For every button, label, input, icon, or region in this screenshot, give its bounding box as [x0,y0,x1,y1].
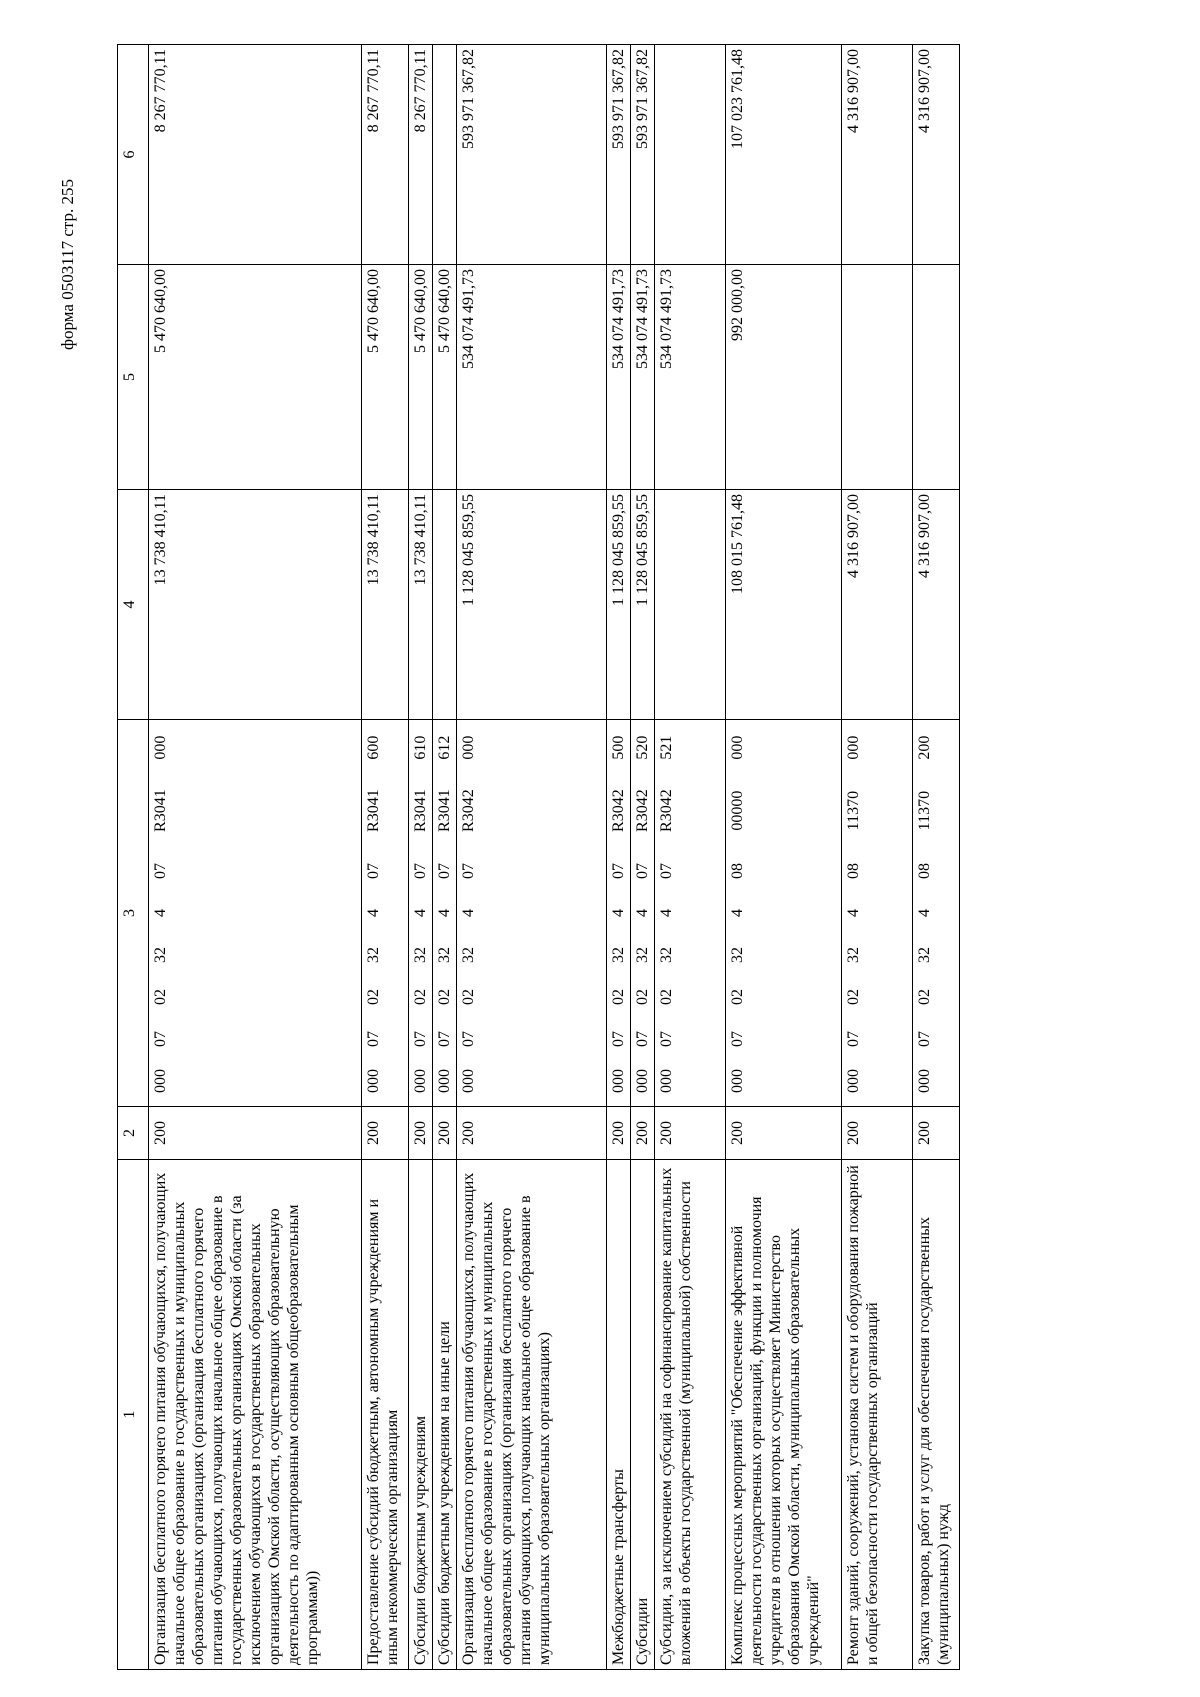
line-code-cell: 200 [362,1107,409,1160]
code-segment: 07 [610,863,627,879]
column-number-header-row [118,45,149,1670]
classification-code-segments [657,724,676,1102]
code-segment: 11370 [916,790,933,831]
code-segment: 02 [729,989,746,1005]
column-header-2: 2 [118,1107,149,1160]
table-row [149,45,362,1670]
code-segment: 4 [845,909,862,917]
table-row [913,45,960,1670]
code-segment: 32 [610,947,627,963]
code-segment: 4 [610,909,627,917]
form-page-label: форма 0503117 стр. 255 [58,179,77,350]
code-segment: 02 [460,989,477,1005]
row-name-cell: Субсидии бюджетным учреждениям [409,1160,433,1670]
unexecuted-amount-cell: 107 023 761,48 [726,45,842,265]
classification-code-segments [609,724,628,1102]
row-name-cell: Субсидии [631,1160,655,1670]
code-segment: R3041 [436,789,453,832]
code-segment: 08 [729,863,746,879]
code-segment: 000 [460,735,477,760]
code-segment: 000 [460,1069,477,1093]
unexecuted-amount-cell: 8 267 770,11 [409,45,433,265]
code-segment: 07 [365,863,382,879]
code-segment: 08 [845,863,862,879]
code-segment: 07 [460,863,477,879]
code-segment: 000 [658,1069,675,1093]
row-name-cell: Закупка товаров, работ и услуг для обеспечения государственных (муниципальных) нужд [913,1160,960,1670]
code-segment: 32 [412,947,429,963]
code-segment: 02 [436,989,453,1005]
budget-execution-table [117,44,960,1670]
code-segment: 07 [152,863,169,879]
code-segment: 4 [729,909,746,917]
unexecuted-amount-cell: 593 971 367,82 [607,45,631,265]
code-segment: 4 [634,909,651,917]
executed-amount-cell [842,265,913,490]
code-segment: 32 [729,947,746,963]
code-segment: R3041 [152,789,169,832]
classification-code-segments [915,724,934,1102]
executed-amount-cell: 534 074 491,73 [457,265,607,490]
classification-code-segments [364,724,383,1102]
code-segment: 07 [460,1031,477,1047]
code-segment: R3041 [365,789,382,832]
approved-amount-cell: 13 738 410,11 [409,490,433,720]
approved-amount-cell: 1 128 045 859,55 [607,490,631,720]
code-segment: 4 [152,909,169,917]
code-segment: 000 [152,735,169,760]
row-name-cell: Субсидии бюджетным учреждениям на иные цели [433,1160,457,1670]
code-segment: 4 [460,909,477,917]
code-segment: 07 [610,1031,627,1047]
rotated-report-page [117,45,1107,1670]
table-row [607,45,631,1670]
code-segment: 000 [412,1069,429,1093]
unexecuted-amount-cell: 4 316 907,00 [913,45,960,265]
line-code-cell: 200 [631,1107,655,1160]
code-segment: 32 [658,947,675,963]
approved-amount-cell [433,490,457,720]
approved-amount-cell: 4 316 907,00 [913,490,960,720]
code-segment: 07 [634,1031,651,1047]
code-segment: 000 [845,1069,862,1093]
classification-code-cell [607,720,631,1107]
unexecuted-amount-cell [655,45,726,265]
code-segment: 000 [610,1069,627,1093]
unexecuted-amount-cell: 8 267 770,11 [362,45,409,265]
column-header-6: 6 [118,45,149,265]
code-segment: R3041 [412,789,429,832]
classification-code-cell [913,720,960,1107]
classification-code-segments [411,724,430,1102]
table-row [362,45,409,1670]
code-segment: 02 [658,989,675,1005]
table-row [726,45,842,1670]
code-segment: 32 [152,947,169,963]
executed-amount-cell: 5 470 640,00 [409,265,433,490]
unexecuted-amount-cell: 8 267 770,11 [149,45,362,265]
code-segment: 4 [916,909,933,917]
code-segment: 07 [658,1031,675,1047]
executed-amount-cell: 534 074 491,73 [655,265,726,490]
executed-amount-cell [913,265,960,490]
table-row [457,45,607,1670]
code-segment: 521 [658,735,675,760]
code-segment: 11370 [845,790,862,831]
code-segment: 600 [365,735,382,760]
classification-code-segments [459,724,478,1102]
approved-amount-cell: 1 128 045 859,55 [631,490,655,720]
code-segment: 200 [916,735,933,760]
code-segment: 32 [460,947,477,963]
row-name-cell: Организация бесплатного горячего питания обучающихся, получающих начальное общее образование в государственных и муниципальных образовательных организациях (организация бесплатного горячего питания обучающихся, получающих начальное общее образование в государственных образовательных организациях Омской области (за исключением обучающихся в государственных образовательных организациях Омской области, осуществляющих образовательную деятельность по адаптированным основным общеобразовательным программам)) [149,1160,362,1670]
executed-amount-cell: 534 074 491,73 [607,265,631,490]
executed-amount-cell: 5 470 640,00 [149,265,362,490]
classification-code-cell [842,720,913,1107]
code-segment: 07 [658,863,675,879]
code-segment: 08 [916,863,933,879]
classification-code-segments [728,724,747,1102]
unexecuted-amount-cell [433,45,457,265]
classification-code-segments [435,724,454,1102]
code-segment: 32 [436,947,453,963]
classification-code-cell [409,720,433,1107]
code-segment: 612 [436,735,453,760]
code-segment: 32 [845,947,862,963]
code-segment: R3042 [610,789,627,832]
table-row [409,45,433,1670]
executed-amount-cell: 534 074 491,73 [631,265,655,490]
code-segment: 500 [610,735,627,760]
code-segment: R3042 [658,789,675,832]
code-segment: 02 [365,989,382,1005]
classification-code-cell [149,720,362,1107]
classification-code-segments [151,724,170,1102]
code-segment: 00000 [729,790,746,831]
code-segment: 000 [729,1069,746,1093]
column-header-5: 5 [118,265,149,490]
classification-code-cell [457,720,607,1107]
approved-amount-cell: 1 128 045 859,55 [457,490,607,720]
code-segment: 000 [152,1069,169,1093]
approved-amount-cell: 13 738 410,11 [362,490,409,720]
executed-amount-cell: 992 000,00 [726,265,842,490]
classification-code-cell [655,720,726,1107]
line-code-cell: 200 [842,1107,913,1160]
code-segment: 07 [436,1031,453,1047]
code-segment: 000 [845,735,862,760]
code-segment: 07 [729,1031,746,1047]
code-segment: 4 [365,909,382,917]
code-segment: 02 [610,989,627,1005]
code-segment: 000 [634,1069,651,1093]
line-code-cell: 200 [149,1107,362,1160]
line-code-cell: 200 [726,1107,842,1160]
code-segment: 02 [634,989,651,1005]
code-segment: 4 [412,909,429,917]
line-code-cell: 200 [457,1107,607,1160]
unexecuted-amount-cell: 593 971 367,82 [631,45,655,265]
column-header-1: 1 [118,1160,149,1670]
code-segment: 02 [412,989,429,1005]
approved-amount-cell: 13 738 410,11 [149,490,362,720]
column-header-4: 4 [118,490,149,720]
code-segment: 32 [365,947,382,963]
code-segment: R3042 [634,789,651,832]
line-code-cell: 200 [433,1107,457,1160]
column-header-3: 3 [118,720,149,1107]
row-name-cell: Комплекс процессных мероприятий "Обеспечение эффективной деятельности государственных организаций, функции и полномочия учредителя в отношении которых осуществляет Министерство образования Омской области, муниципальных образовательных учреждений" [726,1160,842,1670]
unexecuted-amount-cell: 593 971 367,82 [457,45,607,265]
classification-code-segments [633,724,652,1102]
approved-amount-cell [655,490,726,720]
line-code-cell: 200 [409,1107,433,1160]
line-code-cell: 200 [913,1107,960,1160]
classification-code-segments [844,724,863,1102]
code-segment: 07 [412,863,429,879]
code-segment: 32 [916,947,933,963]
code-segment: 07 [634,863,651,879]
code-segment: 000 [916,1069,933,1093]
code-segment: 02 [152,989,169,1005]
code-segment: 32 [634,947,651,963]
classification-code-cell [433,720,457,1107]
classification-code-cell [631,720,655,1107]
table-row [655,45,726,1670]
code-segment: 610 [412,735,429,760]
code-segment: 4 [658,909,675,917]
code-segment: 07 [365,1031,382,1047]
code-segment: 000 [729,735,746,760]
executed-amount-cell: 5 470 640,00 [433,265,457,490]
code-segment: 02 [845,989,862,1005]
code-segment: 000 [365,1069,382,1093]
code-segment: 07 [152,1031,169,1047]
code-segment: 07 [436,863,453,879]
code-segment: 4 [436,909,453,917]
table-row [433,45,457,1670]
approved-amount-cell: 108 015 761,48 [726,490,842,720]
line-code-cell: 200 [607,1107,631,1160]
code-segment: 02 [916,989,933,1005]
classification-code-cell [726,720,842,1107]
row-name-cell: Ремонт зданий, сооружений, установка систем и оборудования пожарной и общей безопасности государственных организаций [842,1160,913,1670]
row-name-cell: Межбюджетные трансферты [607,1160,631,1670]
table-row [631,45,655,1670]
row-name-cell: Организация бесплатного горячего питания обучающихся, получающих начальное общее образование в государственных и муниципальных образовательных организациях (организация бесплатного горячего питания обучающихся, получающих начальное общее образование в муниципальных образовательных организациях) [457,1160,607,1670]
executed-amount-cell: 5 470 640,00 [362,265,409,490]
code-segment: R3042 [460,789,477,832]
row-name-cell: Субсидии, за исключением субсидий на софинансирование капитальных вложений в объекты государственной (муниципальной) собственности [655,1160,726,1670]
code-segment: 07 [845,1031,862,1047]
code-segment: 07 [916,1031,933,1047]
unexecuted-amount-cell: 4 316 907,00 [842,45,913,265]
row-name-cell: Предоставление субсидий бюджетным, автономным учреждениям и иным некоммерческим организациям [362,1160,409,1670]
classification-code-cell [362,720,409,1107]
code-segment: 520 [634,735,651,760]
line-code-cell: 200 [655,1107,726,1160]
code-segment: 07 [412,1031,429,1047]
table-row [842,45,913,1670]
code-segment: 000 [436,1069,453,1093]
approved-amount-cell: 4 316 907,00 [842,490,913,720]
table-body [149,45,960,1670]
